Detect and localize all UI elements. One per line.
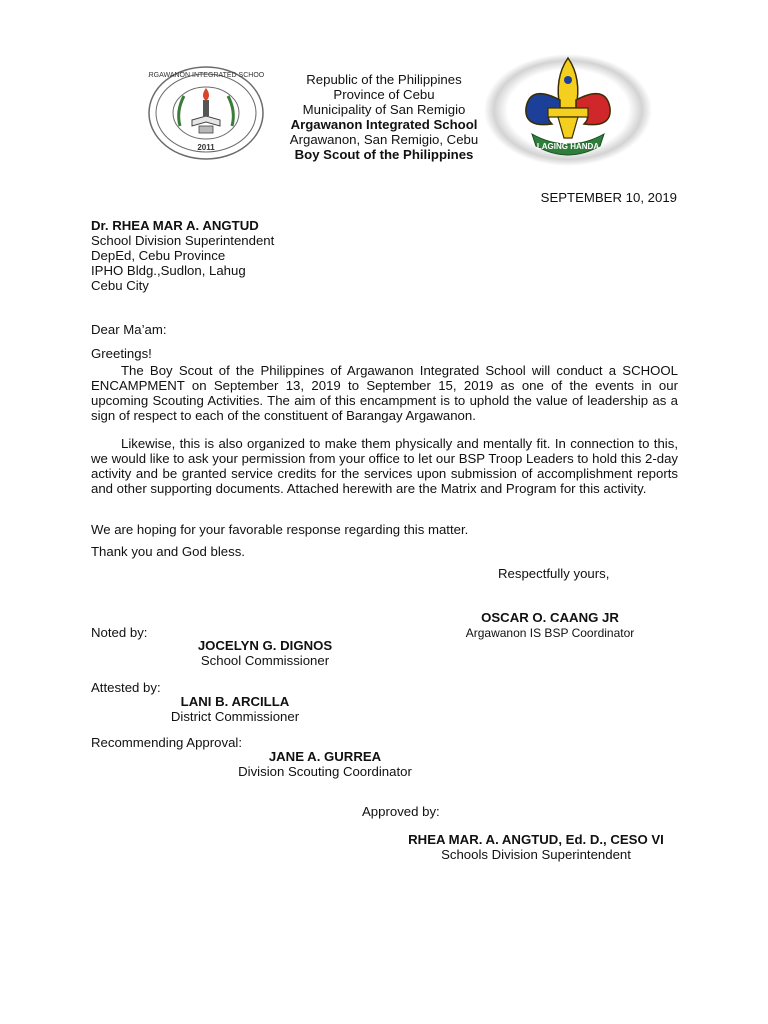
noted-block xyxy=(160,638,370,668)
attested-block xyxy=(140,694,330,724)
letterhead xyxy=(268,72,500,162)
noted-label: Noted by: xyxy=(91,625,148,640)
greeting: Greetings! xyxy=(91,346,152,361)
letterhead-org-name: Boy Scout of the Philippines xyxy=(294,147,474,162)
letterhead-line-municipality: Municipality of San Remigio xyxy=(302,102,466,117)
sender-name: OSCAR O. CAANG JR xyxy=(481,610,619,625)
approved-block xyxy=(386,832,686,862)
recipient-address1: IPHO Bldg.,Sudlon, Lahug xyxy=(91,263,246,278)
attested-name: LANI B. ARCILLA xyxy=(180,694,290,709)
approved-label: Approved by: xyxy=(362,804,440,819)
recipient-org: DepEd, Cebu Province xyxy=(91,248,226,263)
letterhead-address: Argawanon, San Remigio, Cebu xyxy=(289,132,479,147)
recommending-name: JANE A. GURREA xyxy=(268,749,382,764)
letter-date: SEPTEMBER 10, 2019 xyxy=(540,190,677,205)
letterhead-line-republic: Republic of the Philippines xyxy=(306,72,462,87)
body-paragraph-1: The Boy Scout of the Philippines of Argawanon Integrated School will conduct a SCHOOL ENCAMPMENT on September 13, 2019 to September 15, 2019 as one of the events in our upcoming Scouting Activities. The aim of this encampment is to uphold the value of leadership as a sign of respect to each of the constituent of Barangay Argawanon. xyxy=(91,363,678,423)
recipient-title: School Division Superintendent xyxy=(91,233,275,248)
attested-title: District Commissioner xyxy=(170,709,300,724)
signoff: Respectfully yours, xyxy=(498,566,610,581)
recipient-block xyxy=(91,218,274,293)
seal-year: 2011 xyxy=(197,143,215,152)
recommending-label: Recommending Approval: xyxy=(91,735,243,750)
school-seal-icon xyxy=(148,66,264,160)
approved-title: Schools Division Superintendent xyxy=(441,847,631,862)
attested-label: Attested by: xyxy=(91,680,161,695)
sender-title: Argawanon IS BSP Coordinator xyxy=(465,626,635,640)
recommending-title: Division Scouting Coordinator xyxy=(238,764,412,779)
bsp-fleur-de-lis-icon xyxy=(482,50,654,170)
recipient-address2: Cebu City xyxy=(91,278,149,293)
letterhead-school-name: Argawanon Integrated School xyxy=(290,117,478,132)
closing-line-2: Thank you and God bless. xyxy=(91,544,245,559)
salutation: Dear Ma’am: xyxy=(91,322,167,337)
body-paragraph-2: Likewise, this is also organized to make them physically and mentally fit. In connection to this, we would like to ask your permission from your office to let our BSP Troop Leaders to hold this 2-day activity and be granted service credits for the services upon submission of accomplishment reports and other supporting documents. Attached herewith are the Matrix and Program for this activity. xyxy=(91,436,678,496)
recipient-name: Dr. RHEA MAR A. ANGTUD xyxy=(91,218,259,233)
emblem-ribbon-text: LAGING HANDA xyxy=(536,142,600,151)
closing-line-1: We are hoping for your favorable response regarding this matter. xyxy=(91,522,469,537)
noted-title: School Commissioner xyxy=(200,653,330,668)
letterhead-line-province: Province of Cebu xyxy=(333,87,435,102)
seal-text-top: ARGAWANON INTEGRATED SCHOOL xyxy=(148,72,264,79)
noted-name: JOCELYN G. DIGNOS xyxy=(197,638,333,653)
approved-name: RHEA MAR. A. ANGTUD, Ed. D., CESO VI xyxy=(408,832,664,847)
recommending-block xyxy=(210,749,440,779)
sender-block xyxy=(440,610,660,641)
